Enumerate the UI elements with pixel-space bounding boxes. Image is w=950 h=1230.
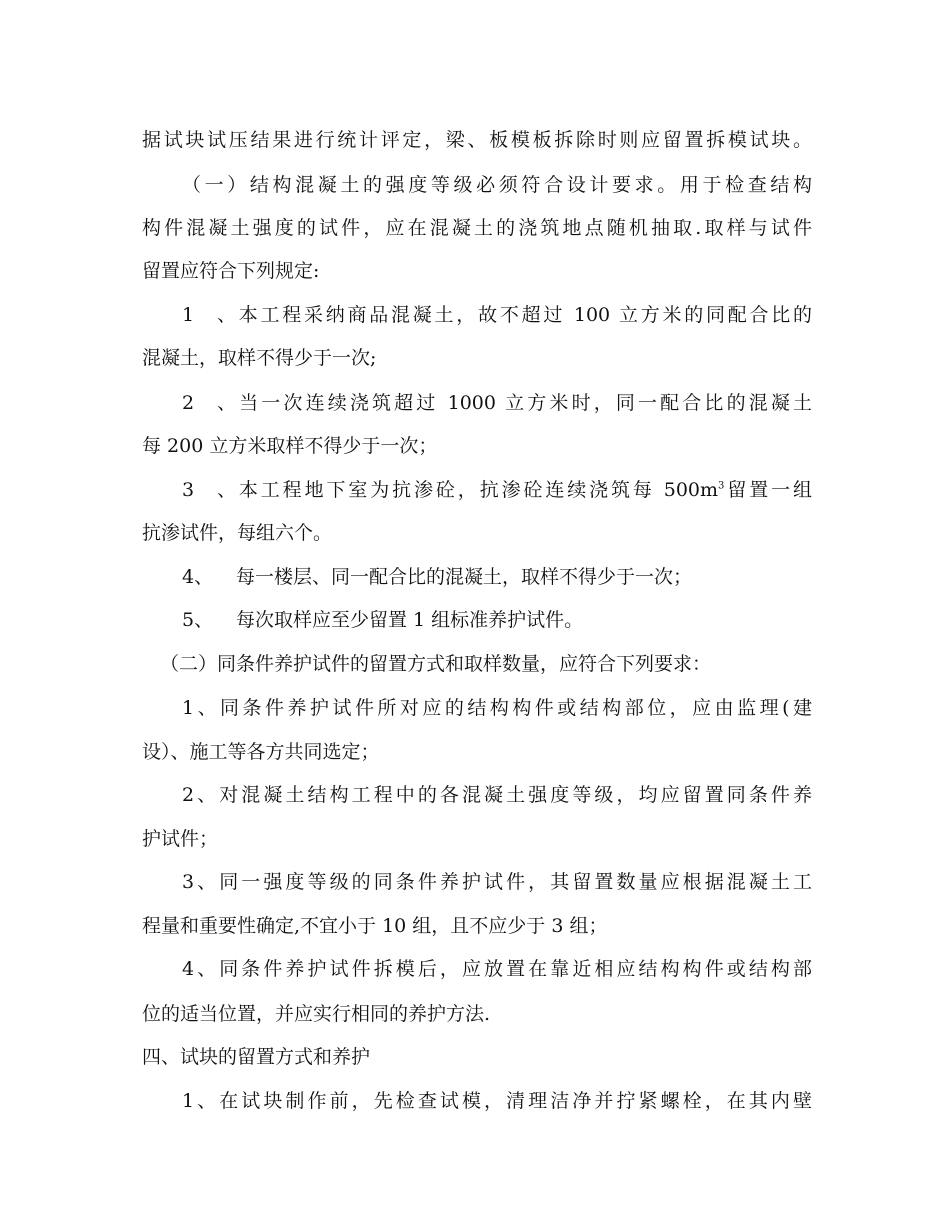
text-line: 程量和重要性确定,不宜小于 10 组，且不应少于 3 组；	[142, 915, 608, 937]
list-text: 每一楼层、同一配合比的混凝土，取样不得少于一次；	[236, 566, 693, 588]
text-line: （一）结构混凝土的强度等级必须符合设计要求。用于检查结构	[182, 174, 812, 196]
list-number: 2、	[182, 392, 236, 414]
text-line: 护试件；	[142, 828, 219, 850]
text-line: 抗渗试件，每组六个。	[142, 522, 333, 544]
list-item	[182, 390, 812, 416]
list-number: 4、	[182, 566, 214, 588]
list-number: 5、	[182, 609, 214, 631]
list-item	[182, 607, 812, 633]
text-line: 每 200 立方米取样不得少于一次；	[142, 435, 438, 457]
list-text: 当一次连续浇筑超过 1000 立方米时，同一配合比的混凝土	[236, 392, 812, 414]
text-line: 2、对混凝土结构工程中的各混凝土强度等级，均应留置同条件养	[182, 784, 812, 806]
list-text: 本工程采纳商品混凝土，故不超过 100 立方米的同配合比的	[236, 304, 812, 326]
list-text: 留置一组	[724, 479, 812, 501]
list-item	[182, 564, 812, 590]
section-heading: （二）同条件养护试件的留置方式和取样数量，应符合下列要求：	[160, 653, 712, 675]
list-item	[182, 302, 812, 328]
list-item	[182, 477, 812, 503]
text-line: 混凝土，取样不得少于一次;	[142, 347, 377, 369]
list-number: 3、	[182, 479, 236, 501]
text-line: 据试块试压结果进行统计评定，梁、板模板拆除时则应留置拆模试块。	[142, 129, 812, 151]
text-line: 1、同条件养护试件所对应的结构构件或结构部位，应由监理(建	[182, 697, 812, 719]
list-text: 每次取样应至少留置 1 组标准养护试件。	[236, 609, 584, 631]
text-line: 位的适当位置，并应实行相同的养护方法.	[142, 1003, 491, 1025]
list-text: 本工程地下室为抗渗砼，抗渗砼连续浇筑每 500m	[236, 479, 719, 501]
text-line: 设）、施工等各方共同选定；	[142, 741, 380, 763]
list-number: 1、	[182, 304, 236, 326]
text-line: 留置应符合下列规定:	[142, 260, 320, 282]
text-line: 1、在试块制作前，先检查试模，清理洁净并拧紧螺栓，在其内壁	[182, 1090, 812, 1112]
superscript: 3	[718, 480, 725, 492]
section-heading: 四、试块的留置方式和养护	[142, 1046, 371, 1068]
text-line: 4、同条件养护试件拆模后，应放置在靠近相应结构构件或结构部	[182, 958, 812, 980]
text-line: 构件混凝土强度的试件，应在混凝土的浇筑地点随机抽取.取样与试件	[142, 217, 812, 239]
text-line: 3、同一强度等级的同条件养护试件，其留置数量应根据混凝土工	[182, 871, 812, 893]
